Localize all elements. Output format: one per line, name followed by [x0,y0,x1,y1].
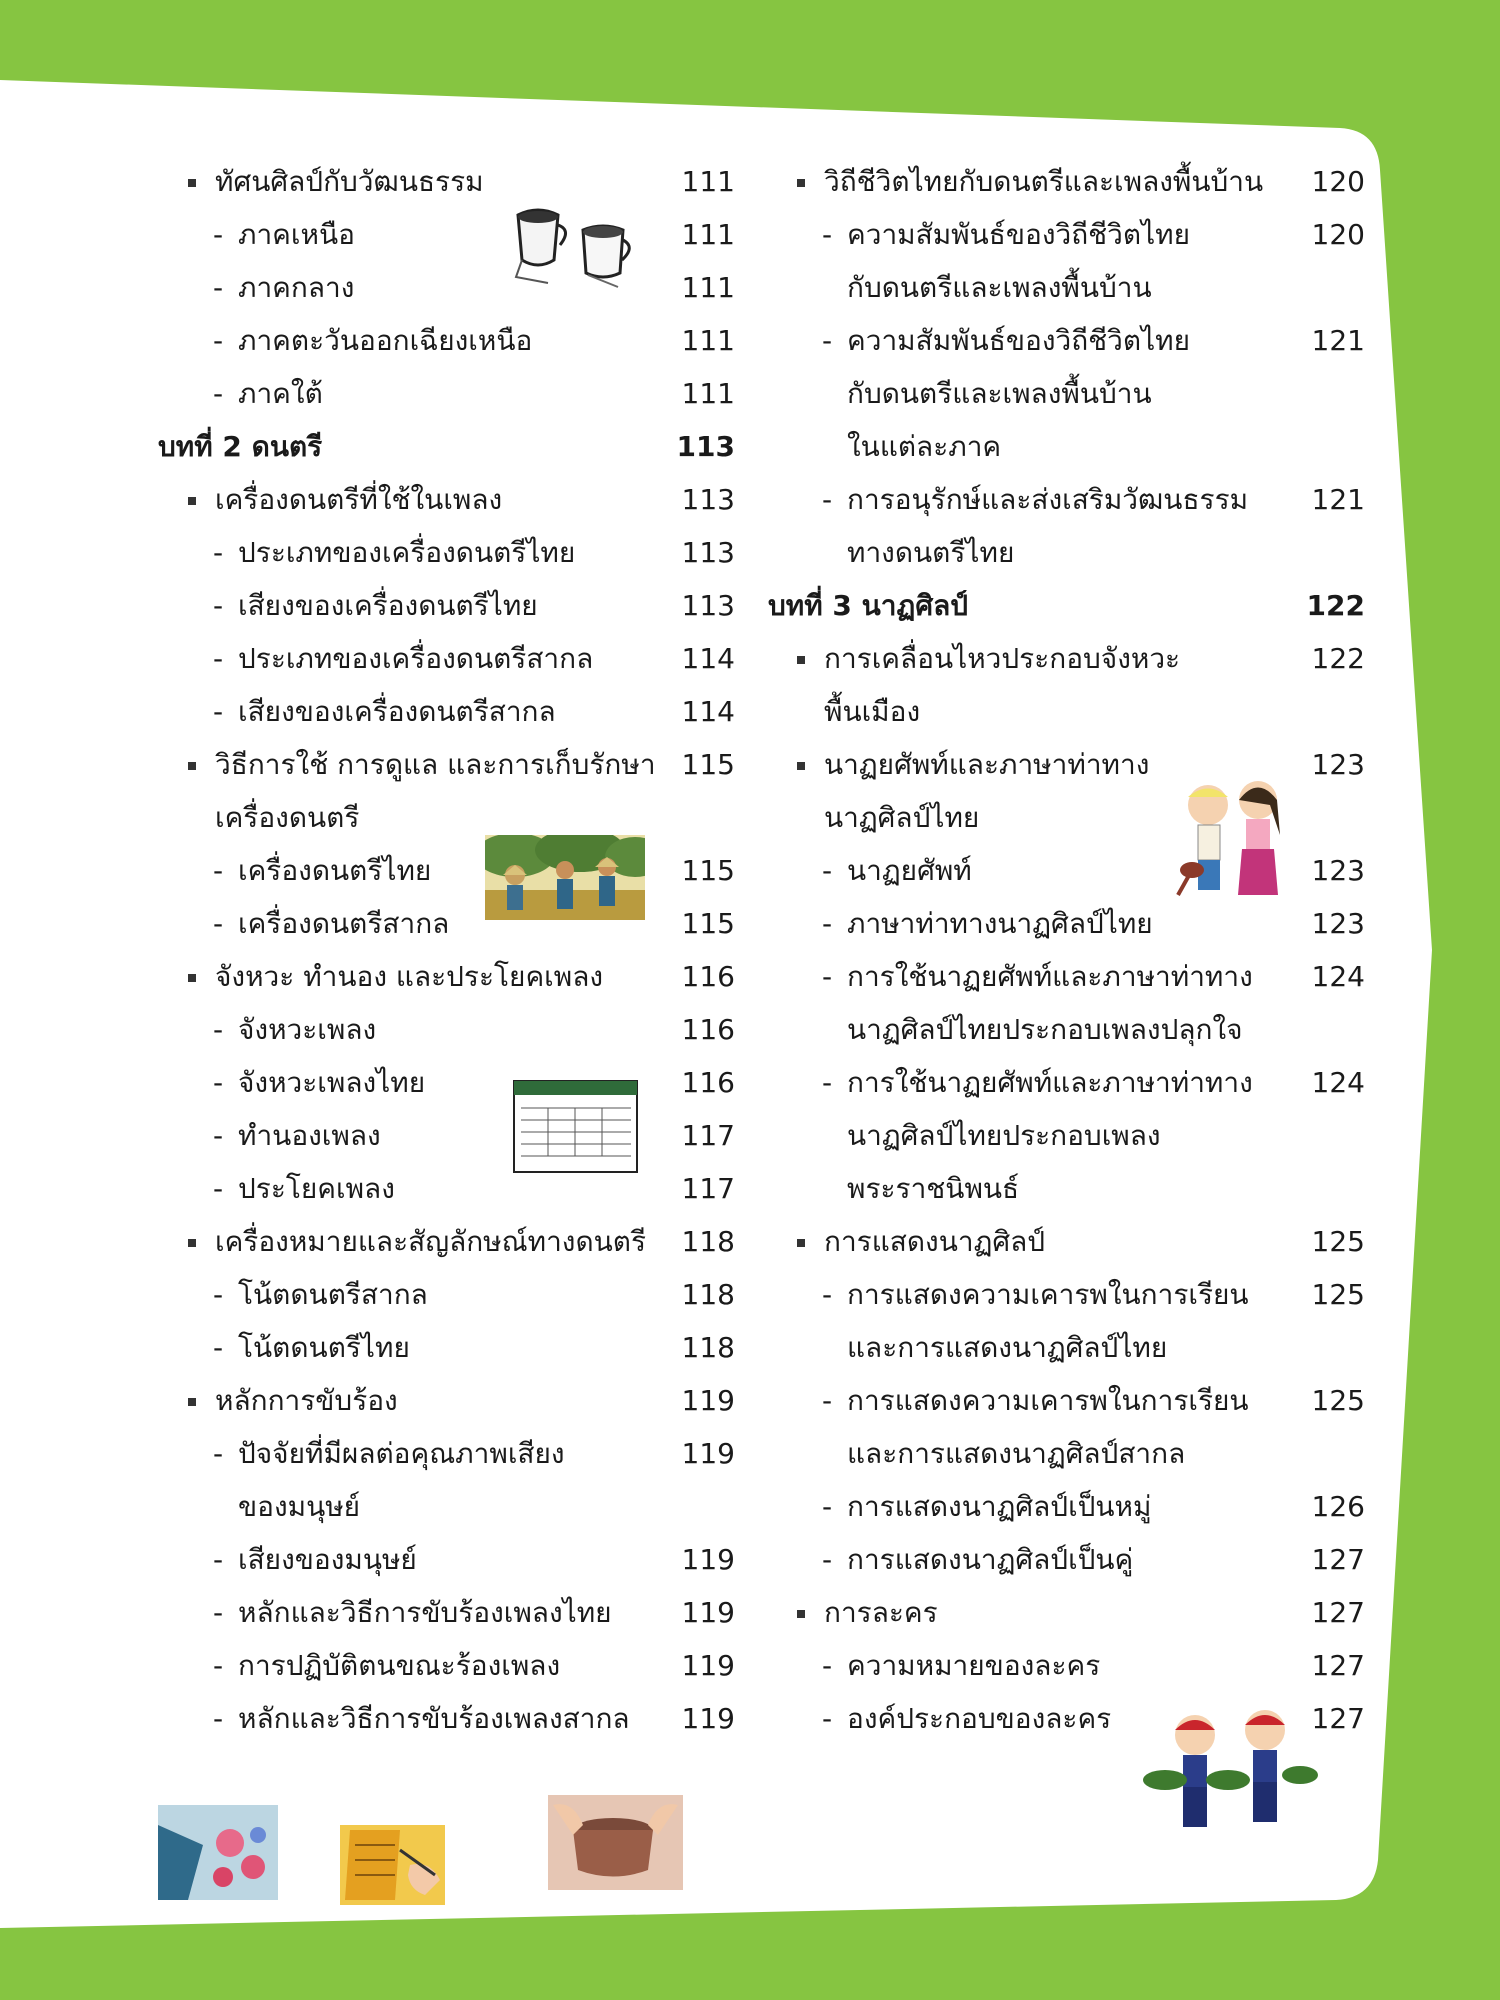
dash-marker: - [213,1013,224,1046]
dash-marker: - [213,1437,224,1470]
toc-section-entry[interactable] [765,155,1365,208]
dash-marker: - [213,218,224,251]
toc-page-number: 123 [1311,907,1365,940]
toc-chapter-heading[interactable] [150,420,735,473]
bullet-square-icon [188,974,196,982]
toc-subsection-entry[interactable] [150,1162,735,1215]
dash-marker: - [822,960,833,993]
toc-subsection-entry[interactable] [150,314,735,367]
toc-subsection-entry[interactable] [150,1427,735,1480]
toc-page-number: 115 [681,854,735,887]
toc-entry-title: พื้นเมือง [824,695,921,728]
toc-chapter-heading[interactable] [765,579,1365,632]
toc-section-entry[interactable] [765,1215,1365,1268]
dash-marker: - [213,536,224,569]
dash-marker: - [213,1278,224,1311]
toc-page-number: 115 [681,748,735,781]
bullet-square-icon [797,1239,805,1247]
toc-subsection-entry-continuation[interactable] [765,1109,1365,1162]
toc-subsection-entry[interactable] [150,1056,735,1109]
toc-section-entry[interactable] [150,738,735,791]
bullet-square-icon [188,1239,196,1247]
toc-section-entry-continuation[interactable] [765,685,1365,738]
toc-entry-title: เครื่องดนตรีที่ใช้ในเพลง [215,483,503,516]
toc-entry-title: กับดนตรีและเพลงพื้นบ้าน [847,271,1152,304]
toc-entry-title: และการแสดงนาฏศิลป์ไทย [847,1331,1168,1364]
bullet-square-icon [797,1610,805,1618]
toc-subsection-entry[interactable] [765,473,1365,526]
toc-page-number: 113 [681,483,735,516]
bullet-square-icon [188,762,196,770]
toc-page-number: 122 [1306,589,1365,622]
bullet-square-icon [797,656,805,664]
toc-page-number: 119 [681,1384,735,1417]
toc-entry-title: การแสดงความเคารพในการเรียน [847,1384,1249,1417]
dash-marker: - [213,1066,224,1099]
toc-subsection-entry[interactable] [150,1586,735,1639]
dash-marker: - [213,695,224,728]
toc-subsection-entry[interactable] [150,367,735,420]
drawing-hand-illustration [340,1825,445,1905]
toc-subsection-entry[interactable] [150,579,735,632]
dash-marker: - [213,1649,224,1682]
dash-marker: - [213,1543,224,1576]
dash-marker: - [822,1543,833,1576]
toc-entry-title: นาฏศิลป์ไทยประกอบเพลงปลุกใจ [847,1013,1243,1046]
toc-entry-title: ปัจจัยที่มีผลต่อคุณภาพเสียง [238,1437,565,1470]
dash-marker: - [213,1331,224,1364]
toc-entry-title: ในแต่ละภาค [847,430,1002,463]
toc-entry-title: การละคร [824,1596,938,1629]
toc-page-number: 124 [1311,960,1365,993]
toc-entry-title: องค์ประกอบของละคร [847,1702,1112,1735]
toc-subsection-entry[interactable] [765,314,1365,367]
toc-page-number: 114 [681,642,735,675]
flower-craft-illustration [158,1805,278,1900]
toc-entry-title: เสียงของมนุษย์ [238,1543,417,1576]
dash-marker: - [213,1702,224,1735]
toc-page-number: 113 [681,536,735,569]
toc-entry-title: การแสดงนาฏศิลป์ [824,1225,1046,1258]
toc-page-number: 119 [681,1437,735,1470]
toc-entry-title: ทัศนศิลป์กับวัฒนธรรม [215,165,484,198]
toc-page-number: 113 [676,430,735,463]
toc-subsection-entry[interactable] [765,950,1365,1003]
toc-entry-title: ภาคตะวันออกเฉียงเหนือ [238,324,533,357]
toc-subsection-entry[interactable] [150,1109,735,1162]
toc-subsection-entry[interactable] [150,632,735,685]
toc-subsection-entry-continuation[interactable] [765,1003,1365,1056]
toc-page-number: 116 [681,1013,735,1046]
toc-subsection-entry-continuation[interactable] [765,526,1365,579]
toc-subsection-entry[interactable] [150,1003,735,1056]
toc-section-entry[interactable] [150,155,735,208]
toc-page-number: 113 [681,589,735,622]
bullet-square-icon [188,179,196,187]
toc-section-entry[interactable] [150,950,735,1003]
toc-page-number: 121 [1311,324,1365,357]
toc-page-number: 123 [1311,748,1365,781]
bullet-square-icon [188,497,196,505]
dash-marker: - [213,271,224,304]
dancing-children-illustration [1140,1705,1320,1855]
dash-marker: - [822,483,833,516]
toc-subsection-entry[interactable] [150,1639,735,1692]
toc-entry-title: นาฏศิลป์ไทย [824,801,980,834]
toc-subsection-entry[interactable] [150,897,735,950]
toc-entry-title: เครื่องดนตรีไทย [238,854,432,887]
toc-entry-title: การแสดงนาฏศิลป์เป็นคู่ [847,1543,1134,1576]
dash-marker: - [822,1490,833,1523]
toc-page-number: 114 [681,695,735,728]
toc-entry-title: ภาคเหนือ [238,218,355,251]
toc-section-entry[interactable] [765,632,1365,685]
toc-entry-title: การอนุรักษ์และส่งเสริมวัฒนธรรม [847,483,1249,516]
toc-entry-title: จังหวะเพลง [238,1013,377,1046]
toc-entry-title: บทที่ 2 ดนตรี [158,430,323,463]
bullet-square-icon [188,1398,196,1406]
toc-subsection-entry-continuation[interactable] [765,261,1365,314]
toc-page-number: 127 [1311,1543,1365,1576]
toc-entry-title: การแสดงนาฏศิลป์เป็นหมู่ [847,1490,1152,1523]
dash-marker: - [822,1649,833,1682]
toc-entry-title: หลักและวิธีการขับร้องเพลงสากล [238,1702,630,1735]
toc-entry-title: ประเภทของเครื่องดนตรีไทย [238,536,576,569]
toc-section-entry-continuation[interactable] [150,791,735,844]
pottery-illustration [548,1795,683,1890]
toc-subsection-entry[interactable] [150,685,735,738]
dash-marker: - [822,324,833,357]
toc-page-number: 123 [1311,854,1365,887]
coffee-cups-illustration [508,205,643,290]
toc-entry-title: เครื่องดนตรีสากล [238,907,450,940]
toc-subsection-entry-continuation[interactable] [765,1321,1365,1374]
dash-marker: - [822,1066,833,1099]
toc-subsection-entry[interactable] [150,1321,735,1374]
toc-page-number: 119 [681,1596,735,1629]
toc-entry-title: เครื่องดนตรี [215,801,360,834]
toc-entry-title: จังหวะ ทำนอง และประโยคเพลง [215,960,604,993]
dash-marker: - [822,218,833,251]
toc-page-number: 116 [681,1066,735,1099]
toc-section-entry[interactable] [150,1215,735,1268]
toc-entry-title: การเคลื่อนไหวประกอบจังหวะ [824,642,1181,675]
toc-entry-title: และการแสดงนาฏศิลป์สากล [847,1437,1186,1470]
toc-entry-title: เครื่องหมายและสัญลักษณ์ทางดนตรี [215,1225,647,1258]
toc-entry-title: ความสัมพันธ์ของวิถีชีวิตไทย [847,324,1191,357]
toc-page-number: 111 [681,165,735,198]
toc-page-number: 121 [1311,483,1365,516]
toc-page-number: 126 [1311,1490,1365,1523]
toc-subsection-entry[interactable] [765,208,1365,261]
toc-page-number: 117 [681,1172,735,1205]
toc-section-entry[interactable] [150,1374,735,1427]
toc-subsection-entry[interactable] [150,844,735,897]
toc-entry-title: นาฏศิลป์ไทยประกอบเพลง [847,1119,1161,1152]
toc-page-number: 118 [681,1278,735,1311]
toc-column-left [150,155,735,1745]
toc-page-number: 125 [1311,1278,1365,1311]
toc-page-number: 115 [681,907,735,940]
toc-page-number: 127 [1311,1596,1365,1629]
dash-marker: - [213,1172,224,1205]
toc-page-number: 118 [681,1225,735,1258]
toc-page-number: 125 [1311,1384,1365,1417]
dash-marker: - [822,854,833,887]
toc-entry-title: นาฏยศัพท์ [847,854,972,887]
toc-entry-title: ความหมายของละคร [847,1649,1101,1682]
toc-section-entry[interactable] [150,473,735,526]
toc-entry-title: การปฏิบัติตนขณะร้องเพลง [238,1649,561,1682]
toc-entry-title: การใช้นาฏยศัพท์และภาษาท่าทาง [847,960,1253,993]
toc-subsection-entry[interactable] [150,1268,735,1321]
dash-marker: - [822,1702,833,1735]
toc-page-number: 111 [681,218,735,251]
toc-entry-title: วิธีการใช้ การดูแล และการเก็บรักษา [215,748,656,781]
toc-page-number: 111 [681,324,735,357]
toc-page-number: 124 [1311,1066,1365,1099]
dash-marker: - [822,1384,833,1417]
toc-subsection-entry[interactable] [150,526,735,579]
toc-subsection-entry-continuation[interactable] [765,420,1365,473]
dancing-couple-illustration [1170,775,1295,905]
bullet-square-icon [797,762,805,770]
toc-page-number: 120 [1311,165,1365,198]
toc-entry-title: เสียงของเครื่องดนตรีไทย [238,589,538,622]
toc-entry-title: หลักและวิธีการขับร้องเพลงไทย [238,1596,612,1629]
toc-page-number: 127 [1311,1649,1365,1682]
toc-page-number: 116 [681,960,735,993]
toc-entry-title: นาฏยศัพท์และภาษาท่าทาง [824,748,1150,781]
toc-page-number: 125 [1311,1225,1365,1258]
dash-marker: - [822,907,833,940]
toc-subsection-entry[interactable] [765,1374,1365,1427]
toc-page-number: 111 [681,271,735,304]
dash-marker: - [822,1278,833,1311]
toc-subsection-entry-continuation[interactable] [150,1480,735,1533]
toc-entry-title: หลักการขับร้อง [215,1384,398,1417]
toc-subsection-entry[interactable] [765,1056,1365,1109]
toc-page-number: 118 [681,1331,735,1364]
dash-marker: - [213,589,224,622]
farmers-illustration [485,835,645,920]
toc-subsection-entry-continuation[interactable] [765,367,1365,420]
toc-entry-title: เสียงของเครื่องดนตรีสากล [238,695,556,728]
dash-marker: - [213,324,224,357]
toc-subsection-entry[interactable] [765,1533,1365,1586]
toc-subsection-entry-continuation[interactable] [765,1162,1365,1215]
toc-entry-title: ภาษาท่าทางนาฏศิลป์ไทย [847,907,1153,940]
toc-page-number: 122 [1311,642,1365,675]
toc-entry-title: โน้ตดนตรีสากล [238,1278,428,1311]
toc-subsection-entry[interactable] [150,1692,735,1745]
dash-marker: - [213,1596,224,1629]
toc-entry-title: ภาคใต้ [238,377,323,410]
toc-page-number: 117 [681,1119,735,1152]
toc-entry-title: โน้ตดนตรีไทย [238,1331,410,1364]
toc-entry-title: การแสดงความเคารพในการเรียน [847,1278,1249,1311]
toc-entry-title: ประโยคเพลง [238,1172,395,1205]
toc-page-number: 111 [681,377,735,410]
toc-entry-title: บทที่ 3 นาฏศิลป์ [768,589,969,622]
dash-marker: - [213,377,224,410]
toc-entry-title: ของมนุษย์ [238,1490,361,1523]
toc-entry-title: พระราชนิพนธ์ [847,1172,1020,1205]
toc-section-entry[interactable] [765,1586,1365,1639]
toc-entry-title: ประเภทของเครื่องดนตรีสากล [238,642,594,675]
toc-subsection-entry[interactable] [150,208,735,261]
toc-page-number: 119 [681,1702,735,1735]
toc-subsection-entry[interactable] [150,1533,735,1586]
toc-entry-title: ทำนองเพลง [238,1119,381,1152]
toc-column-right [765,155,1365,1745]
toc-subsection-entry[interactable] [765,1268,1365,1321]
toc-subsection-entry[interactable] [765,1639,1365,1692]
dash-marker: - [213,642,224,675]
toc-entry-title: ความสัมพันธ์ของวิถีชีวิตไทย [847,218,1191,251]
toc-page-number: 120 [1311,218,1365,251]
toc-entry-title: วิถีชีวิตไทยกับดนตรีและเพลงพื้นบ้าน [824,165,1264,198]
bullet-square-icon [797,179,805,187]
dash-marker: - [213,1119,224,1152]
toc-subsection-entry[interactable] [765,1480,1365,1533]
toc-page-number: 127 [1311,1702,1365,1735]
toc-subsection-entry[interactable] [150,261,735,314]
toc-entry-title: จังหวะเพลงไทย [238,1066,426,1099]
toc-entry-title: ภาคกลาง [238,271,355,304]
toc-subsection-entry-continuation[interactable] [765,1427,1365,1480]
dash-marker: - [213,854,224,887]
dash-marker: - [213,907,224,940]
music-notation-chart-illustration [513,1080,638,1173]
toc-entry-title: การใช้นาฏยศัพท์และภาษาท่าทาง [847,1066,1253,1099]
toc-entry-title: กับดนตรีและเพลงพื้นบ้าน [847,377,1152,410]
toc-page-number: 119 [681,1543,735,1576]
toc-page-number: 119 [681,1649,735,1682]
toc-entry-title: ทางดนตรีไทย [847,536,1015,569]
